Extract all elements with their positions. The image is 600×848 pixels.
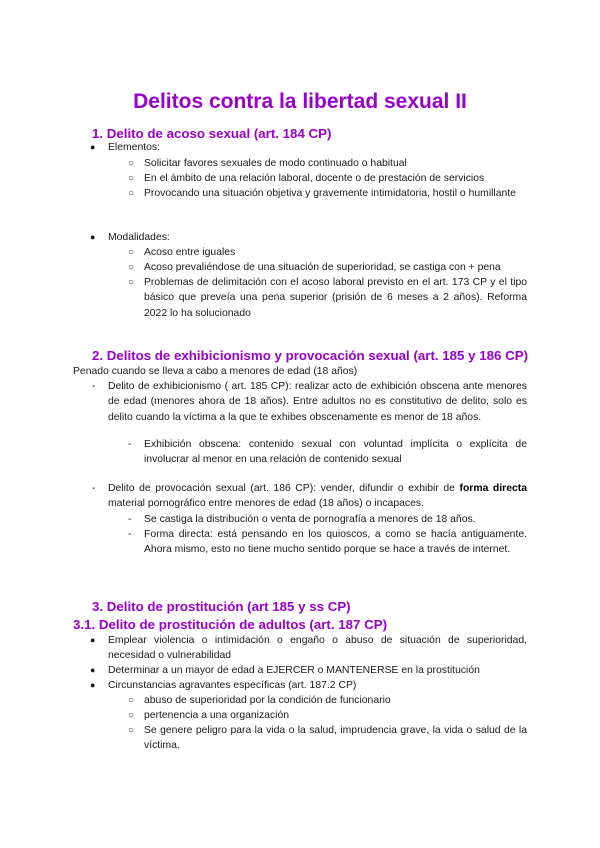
section-2-heading: 2. Delitos de exhibicionismo y provocación sexual (art. 185 y 186 CP) [92, 348, 529, 363]
dash-bullet-icon: - [128, 439, 132, 450]
prostitucion-item: Determinar a un mayor de edad a EJERCER o MANTENERSE en la prostitución [108, 665, 480, 676]
dash-bullet-icon: - [92, 381, 96, 392]
circle-bullet-icon: ○ [128, 695, 135, 706]
section-3-1-heading: 3.1. Delito de prostitución de adultos (art. 187 CP) [73, 617, 388, 632]
section-2-intro: Penado cuando se lleva a cabo a menores de edad (18 años) [73, 366, 358, 377]
elementos-label: Elementos: [108, 142, 160, 153]
prostitucion-item: Circunstancias agravantes específicas (art. 187.2 CP) [108, 680, 357, 691]
dash-bullet-icon: - [128, 514, 132, 525]
section-1-heading: 1. Delito de acoso sexual (art. 184 CP) [92, 126, 332, 141]
prostitucion-item: Emplear violencia o intimidación o engaño o abuso de situación de superioridad, necesidad o vulnerabilidad [108, 635, 527, 662]
dash-bullet-icon: - [92, 483, 96, 494]
page-title: Delitos contra la libertad sexual II [133, 90, 467, 113]
bullet-dot-icon: ● [90, 665, 96, 675]
bullet-dot-icon: ● [90, 680, 96, 690]
agravante-item: pertenencia a una organización [144, 710, 289, 721]
bullet-dot-icon: ● [90, 232, 96, 242]
provocacion-text: Delito de provocación sexual (art. 186 CP): vender, difundir o exhibir de forma directa material pornográfico entre menores de edad (18 años) o incapaces. [108, 483, 527, 510]
elementos-item: Provocando una situación objetiva y gravemente intimidatoria, hostil o humillante [144, 188, 516, 199]
bullet-dot-icon: ● [90, 142, 96, 152]
section-3-heading: 3. Delito de prostitución (art 185 y ss CP) [92, 599, 351, 614]
exhibicionismo-text: Delito de exhibicionismo ( art. 185 CP): realizar acto de exhibición obscena ante menores de edad (menores ahora de 18 años). Entre adultos no es constitutivo de delito, solo es delito cuando la víctima a la que te exhibes obscenamente es menor de 18 años. [108, 381, 527, 423]
modalidades-item: Acoso prevaliéndose de una situación de superioridad, se castiga con + pena [144, 262, 501, 273]
circle-bullet-icon: ○ [128, 725, 135, 736]
provocacion-sub-2: Forma directa: está pensando en los quioscos, a como se hacía antiguamente. Ahora mismo, esto no tiene mucho sentido porque se hace a través de internet. [144, 529, 527, 556]
modalidades-item: Problemas de delimitación con el acoso laboral previsto en el art. 173 CP y el tipo básico que preveía una pena superior (prisión de 6 meses a 2 años). Reforma 2022 lo ha solucionado [144, 277, 527, 319]
agravante-item: abuso de superioridad por la condición de funcionario [144, 695, 391, 706]
dash-bullet-icon: - [128, 529, 132, 540]
modalidades-item: Acoso entre iguales [144, 247, 236, 258]
provocacion-sub-1: Se castiga la distribución o venta de pornografía a menores de 18 años. [144, 514, 476, 525]
circle-bullet-icon: ○ [128, 158, 135, 169]
bullet-dot-icon: ● [90, 635, 96, 645]
circle-bullet-icon: ○ [128, 277, 135, 288]
agravante-item: Se genere peligro para la vida o la salud, imprudencia grave, la vida o salud de la víctima. [144, 725, 527, 752]
circle-bullet-icon: ○ [128, 173, 135, 184]
circle-bullet-icon: ○ [128, 262, 135, 273]
circle-bullet-icon: ○ [128, 247, 135, 258]
circle-bullet-icon: ○ [128, 188, 135, 199]
elementos-item: Solicitar favores sexuales de modo continuado o habitual [144, 158, 407, 169]
modalidades-label: Modalidades: [108, 232, 170, 243]
exhibicion-obscena-text: Exhibición obscena: contenido sexual con voluntad implícita o explícita de involucrar al menor en una relación de contenido sexual [144, 439, 527, 466]
circle-bullet-icon: ○ [128, 710, 135, 721]
elementos-item: En el ámbito de una relación laboral, docente o de prestación de servicios [144, 173, 485, 184]
